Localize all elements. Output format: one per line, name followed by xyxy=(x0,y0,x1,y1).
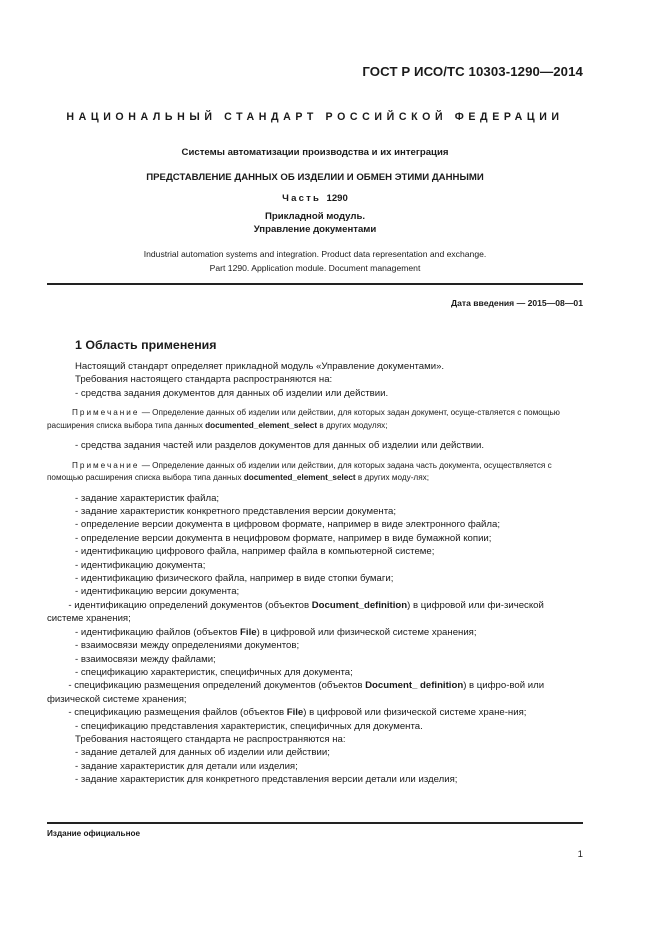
note xyxy=(47,460,583,485)
paragraph: Настоящий стандарт определяет прикладной модуль «Управление документами». xyxy=(75,361,445,372)
list-item: - задание характеристик для конкретного представления версии детали или изделия; xyxy=(75,774,458,786)
note-code: documented_element_select xyxy=(205,420,318,430)
list-item: - идентификацию документа; xyxy=(75,559,206,571)
list-item: - взаимосвязи между файлами; xyxy=(75,653,216,665)
list-item: - средства задания документов для данных об изделии или действии. xyxy=(75,387,389,399)
list-item: - задание характеристик файла; xyxy=(75,492,220,504)
note-text: — Определение данных об изделии или действии, для которых задана часть документа, осуществляется с помощью расширения списка выбора типа данных xyxy=(47,460,552,483)
section-heading: 1 Область применения xyxy=(75,338,217,352)
subtitle xyxy=(47,210,583,236)
entity-name: Document_ definition xyxy=(365,680,464,692)
entity-name: File xyxy=(286,707,304,719)
list-item: - идентификацию определений документов (объектов Document_definition) в цифровой или фи-зической системе хранения; xyxy=(47,599,544,625)
paragraph: Требования настоящего стандарта распространяются на: xyxy=(75,374,333,386)
note-text-end: в других модулях; xyxy=(317,420,388,430)
subtitle-line-1: Прикладной модуль. xyxy=(264,211,366,222)
section-body xyxy=(47,360,583,787)
document-code: ГОСТ Р ИСО/ТС 10303-1290—2014 xyxy=(362,64,583,79)
note xyxy=(47,407,583,432)
scope-list xyxy=(47,492,583,787)
list-item: - задание деталей для данных об изделии или действии; xyxy=(75,747,330,759)
note-text: — Определение данных об изделии или действии, для которых задан документ, осуще-ствляется с помощью расширения списка выбора типа данных xyxy=(47,408,560,430)
series-title: Системы автоматизации производства и их интеграция xyxy=(181,147,449,158)
list-item: - идентификацию файлов (объектов File) в цифровой или физической системе хранения; xyxy=(75,626,477,638)
paragraph: Требования настоящего стандарта не распространяются на: xyxy=(75,733,346,745)
subtitle-line-2: Управление документами xyxy=(253,224,377,235)
note-lead: Примечание xyxy=(72,460,140,470)
introduction-date: Дата введения — 2015—08—01 xyxy=(450,298,583,308)
list-item: - идентификацию версии документа; xyxy=(75,586,240,598)
entity-name: Document_definition xyxy=(311,599,408,611)
national-standard-banner: НАЦИОНАЛЬНЫЙ СТАНДАРТ РОССИЙСКОЙ ФЕДЕРАЦИИ xyxy=(66,111,564,123)
header-divider xyxy=(47,283,583,285)
part-line xyxy=(47,193,583,204)
part-number: 1290 xyxy=(326,193,348,204)
list-item: - идентификацию цифрового файла, например файла в компьютерной системе; xyxy=(75,546,435,558)
list-item: - задание характеристик конкретного представления версии документа; xyxy=(75,506,397,518)
list-item: - средства задания частей или разделов документов для данных об изделии или действии. xyxy=(75,440,485,452)
list-item: - спецификацию характеристик, специфичных для документа; xyxy=(75,666,353,678)
english-title-line-2: Part 1290. Application module. Document management xyxy=(209,262,421,273)
list-item: - спецификацию размещения определений документов (объектов Document_ definition) в цифро-вой или физической системе хранения; xyxy=(47,680,545,705)
list-item: - взаимосвязи между определениями документов; xyxy=(75,640,300,652)
main-title: ПРЕДСТАВЛЕНИЕ ДАННЫХ ОБ ИЗДЕЛИИ И ОБМЕН ЭТИМИ ДАННЫМИ xyxy=(146,172,484,183)
note-text-end: в других моду-лях; xyxy=(355,473,429,483)
english-title xyxy=(47,248,583,275)
note-lead: Примечание xyxy=(72,408,140,418)
page-number: 1 xyxy=(577,849,583,860)
list-item: - определение версии документа в нецифровом формате, например в виде бумажной копии; xyxy=(75,532,492,544)
part-word: Часть xyxy=(282,193,322,204)
footer-divider xyxy=(47,822,583,824)
english-title-line-1: Industrial automation systems and integration. Product data representation and exchange. xyxy=(143,249,487,259)
list-item: - идентификацию физического файла, например в виде стопки бумаги; xyxy=(75,573,394,585)
entity-name: File xyxy=(240,626,257,638)
list-item: - спецификацию представления характеристик, специфичных для документа. xyxy=(75,720,423,732)
note-code: documented_element_select xyxy=(243,473,356,483)
edition-label: Издание официальное xyxy=(47,829,141,838)
list-item: - определение версии документа в цифровом формате, например в виде электронного файла; xyxy=(75,519,501,531)
list-item: - спецификацию размещения файлов (объектов File) в цифровой или физической системе хране-ния; xyxy=(68,707,527,719)
list-item: - задание характеристик для детали или изделия; xyxy=(75,760,298,772)
